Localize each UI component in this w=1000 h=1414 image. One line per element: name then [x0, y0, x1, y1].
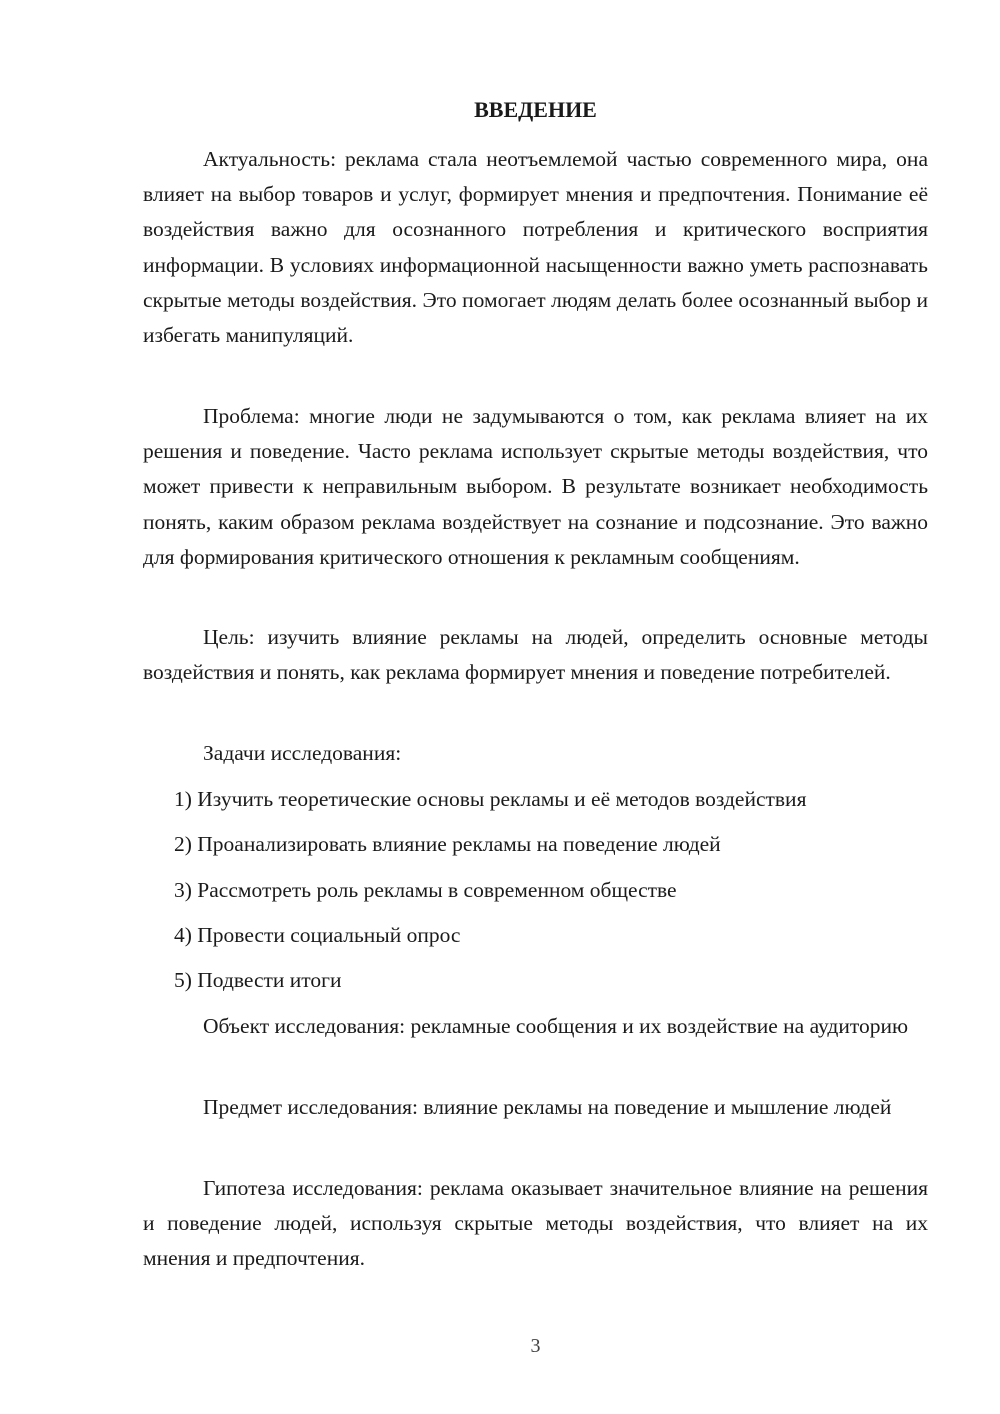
hypothesis-paragraph: Гипотеза исследования: реклама оказывает значительное влияние на решения и поведение людей, используя скрытые методы воздействия, что влияет на их мнения и предпочтения.: [143, 1176, 928, 1271]
relevance-paragraph: Актуальность: реклама стала неотъемлемой частью современного мира, она влияет на выбор товаров и услуг, формирует мнения и предпочтения. Понимание её воздействия важно для осознанного потребления и критического восприятия информации. В условиях информационной насыщенности важно уметь распознавать скрытые методы воздействия. Это помогает людям делать более осознанный выбор и избегать манипуляций.: [143, 147, 928, 348]
task-item-5: 5) Подвести итоги: [174, 968, 342, 993]
task-item-3: 3) Рассмотреть роль рекламы в современном обществе: [174, 877, 677, 902]
document-page: [143, 0, 928, 1414]
tasks-list: [143, 782, 928, 1008]
task-item-1: 1) Изучить теоретические основы рекламы и её методов воздействия: [174, 787, 807, 811]
task-item-4: 4) Провести социальный опрос: [174, 922, 461, 947]
problem-paragraph: Проблема: многие люди не задумываются о том, как реклама влияет на их решения и поведение. Часто реклама использует скрытые методы воздействия, что может привести к неправильным выбором. В результате возникает необходимость понять, каким образом реклама воздействует на сознание и подсознание. Это важно для формирования критического отношения к рекламным сообщениям.: [143, 404, 928, 569]
task-item-2: 2) Проанализировать влияние рекламы на поведение людей: [174, 832, 721, 857]
subject-paragraph: Предмет исследования: влияние рекламы на поведение и мышление людей: [203, 1095, 892, 1119]
object-paragraph: Объект исследования: рекламные сообщения и их воздействие на аудиторию: [203, 1014, 909, 1038]
page-number: 3: [530, 1335, 541, 1357]
page-title: ВВЕДЕНИЕ: [474, 97, 597, 122]
goal-paragraph: Цель: изучить влияние рекламы на людей, определить основные методы воздействия и понять, как реклама формирует мнения и поведение потребителей.: [143, 625, 928, 685]
tasks-heading: Задачи исследования:: [203, 741, 402, 765]
